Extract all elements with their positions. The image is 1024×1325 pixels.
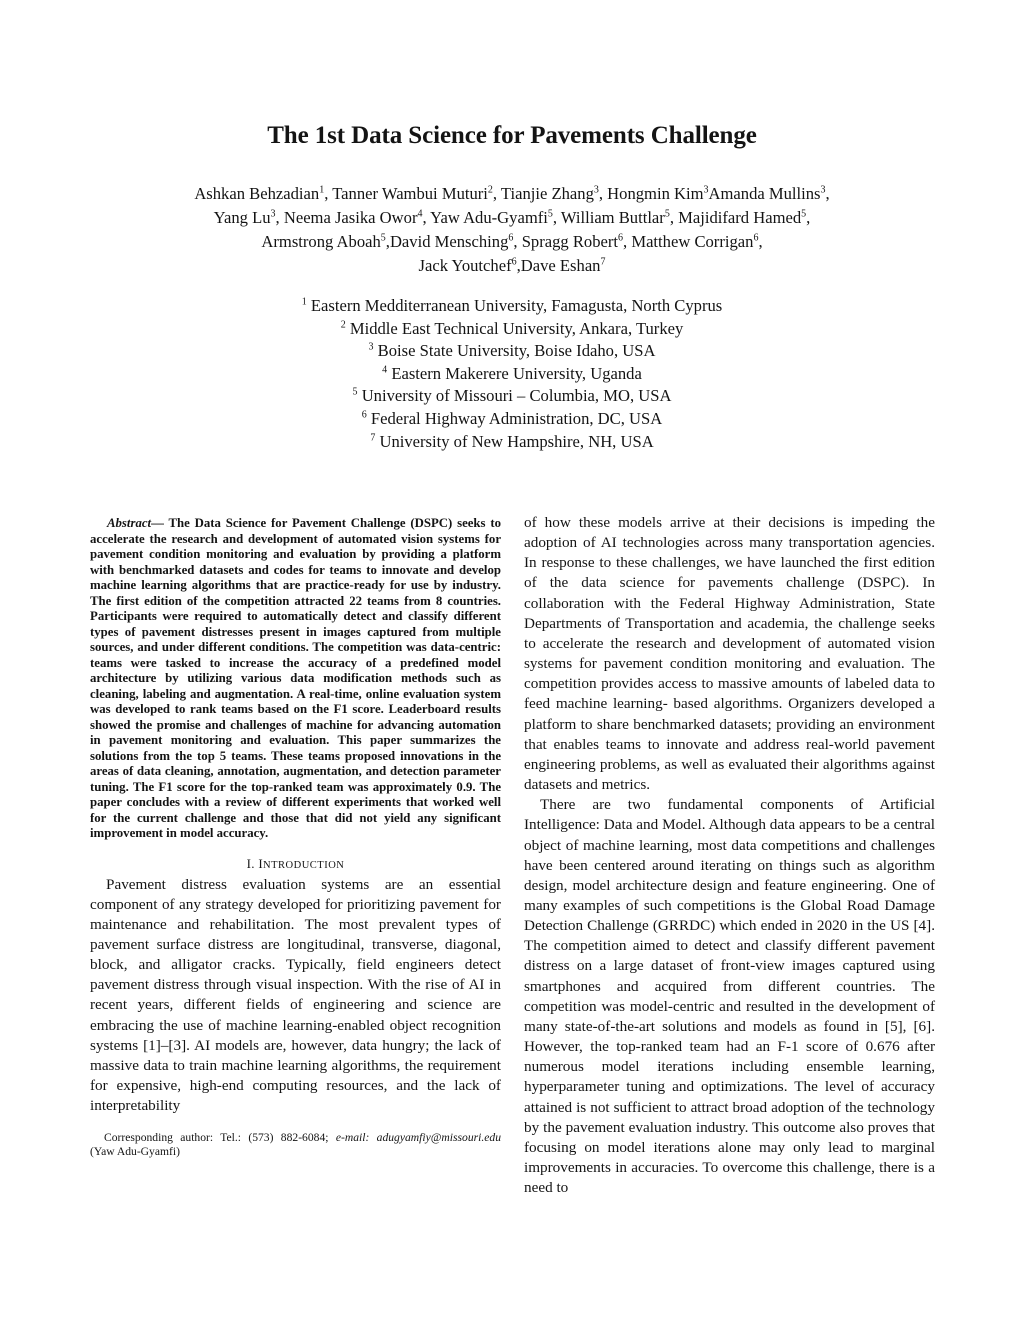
footnote-prefix: Corresponding author: Tel.: (573) 882-6084;: [104, 1131, 336, 1145]
author-name: Yang Lu: [213, 208, 271, 227]
affiliation-line: [100, 408, 924, 431]
affiliation-number: 3: [368, 341, 374, 353]
author-line: [100, 230, 924, 254]
section-numeral: I.: [246, 855, 255, 871]
author-name: Neema Jasika Owor: [283, 208, 418, 227]
author-affiliation-marker: 4: [417, 208, 423, 220]
author-affiliation-marker: 7: [600, 256, 606, 268]
section-rest: NTRODUCTION: [263, 859, 345, 871]
affiliation-number: 2: [340, 319, 346, 331]
author-name: Matthew Corrigan: [631, 232, 754, 251]
author-name: David Mensching: [389, 232, 509, 251]
author-name: Yaw Adu-Gyamfi: [430, 208, 548, 227]
author-affiliation-marker: 3: [270, 208, 276, 220]
author-affiliation-marker: 6: [618, 232, 624, 244]
author-separator: ,: [598, 184, 608, 203]
abstract: [90, 516, 501, 842]
section-cap: I: [258, 855, 264, 871]
right-paragraph-1: of how these models arrive at their decisions is impeding the adoption of AI technologies across many transportation agencies. In response to these challenges, we have launched the first edition of the data science for pavements challenge (DSPC). In collaboration with the Federal Highway Administration, State Departments of Transportation and academia, the challenge seeks to accelerate the research and development of automated vision systems for pavement condition monitoring and evaluation. The competition provides access to massive amounts of labeled data to feed machine learning- based algorithms. Organizers developed a platform to share benchmarked datasets; providing an environment that enables teams to innovate and address real-world pavement engineering problems, as well as evaluated their algorithms against datasets and metrics.: [524, 514, 935, 794]
footnote-email[interactable]: e-mail: adugyamfiy@missouri.edu: [335, 1131, 501, 1145]
corresponding-author-footnote: [90, 1131, 501, 1159]
author-separator: ,: [492, 184, 501, 203]
affiliation-text: Boise State University, Boise Idaho, USA: [373, 341, 656, 361]
author-name: Hongmin Kim: [607, 184, 704, 203]
author-affiliation-marker: 3: [820, 184, 826, 196]
left-column: [90, 516, 501, 1171]
author-affiliation-marker: 3: [593, 184, 599, 196]
author-affiliation-marker: 6: [511, 256, 517, 268]
author-separator: ,: [275, 208, 284, 227]
affiliation-line: [100, 318, 924, 341]
author-affiliation-marker: 6: [508, 232, 514, 244]
affiliation-line: [100, 431, 924, 454]
affiliation-text: University of New Hampshire, NH, USA: [375, 431, 654, 451]
author-name: Amanda Mullins: [708, 184, 821, 203]
author-name: Dave Eshan: [520, 256, 601, 275]
author-affiliation-marker: 5: [380, 232, 386, 244]
author-separator: ,: [669, 208, 679, 227]
author-affiliation-marker: 5: [664, 208, 670, 220]
author-name: William Buttlar: [560, 208, 665, 227]
affiliation-line: [100, 363, 924, 386]
affiliation-text: University of Missouri – Columbia, MO, USA: [357, 386, 672, 406]
abstract-dash: —: [151, 516, 164, 530]
author-affiliation-marker: 3: [703, 184, 709, 196]
affiliation-line: [100, 385, 924, 408]
right-paragraph-2: There are two fundamental components of Artificial Intelligence: Data and Model. Although data appears to be a central object of machine learning, most data competitions and challenges have been centered around iterating on things such as algorithm design, model architecture design and feature engineering. One of many examples of such competitions is the Global Road Damage Detection Challenge (GRRDC) which ended in 2020 in the US [4]. The competition aimed to detect and classify different pavement distress on a large dataset of front-view images captured using smartphones and acquired from different countries. The competition was model-centric and resulted in the development of many state-of-the-art solutions and models as found in [5], [6]. However, the top-ranked team had an F-1 score of 0.676 after numerous model iterations including ensemble learning, hyperparameter tuning and optimizations. The level of accuracy attained is not sufficient to attract broad adoption of the technology by the pavement evaluation industry. This outcome also proves that focusing on model iterations alone may only lead to marginal improvements in accuracies. To overcome this challenge, there is a need to: [524, 796, 935, 1197]
affiliation-text: Middle East Technical University, Ankara, Turkey: [345, 318, 684, 338]
affiliation-line: [100, 295, 924, 318]
right-column: [524, 513, 935, 1198]
section-heading-introduction: [90, 856, 501, 872]
affiliation-text: Eastern Makerere University, Uganda: [387, 363, 642, 383]
author-separator: ,: [758, 232, 763, 251]
footnote-suffix: (Yaw Adu-Gyamfi): [90, 1145, 180, 1159]
affiliation-number: 4: [382, 364, 388, 376]
paper-title: The 1st Data Science for Pavements Challenge: [267, 122, 757, 149]
author-name: Ashkan Behzadian: [194, 184, 320, 203]
intro-paragraph: Pavement distress evaluation systems are an essential component of any strategy developed for prioritizing pavement for maintenance and rehabilitation. The most prevalent types of pavement surface distress are longitudinal, transverse, diagonal, block, and alligator cracks. Typically, field engineers detect pavement distress through visual inspection. With the rise of AI in recent years, different fields of engineering and science are embracing the use of machine learning-enabled object recognition systems [1]–[3]. AI models are, however, data hungry; the lack of massive data to train machine learning algorithms, the requirement for expensive, high-end computing resources, and the lack of interpretability: [90, 875, 501, 1115]
author-separator: ,: [385, 232, 390, 251]
affiliation-line: [100, 340, 924, 363]
author-separator: ,: [422, 208, 431, 227]
author-separator: ,: [552, 208, 561, 227]
author-separator: ,: [623, 232, 632, 251]
author-line: [100, 182, 924, 206]
author-name: Armstrong Aboah: [261, 232, 381, 251]
author-affiliation-marker: 2: [487, 184, 493, 196]
author-affiliation-marker: 6: [753, 232, 759, 244]
affiliation-number: 1: [301, 296, 307, 308]
affiliation-number: 6: [361, 409, 367, 421]
author-separator: ,: [324, 184, 333, 203]
author-name: Jack Youtchef: [418, 256, 512, 275]
abstract-label: Abstract: [107, 516, 152, 530]
author-list: [100, 182, 924, 278]
author-separator: ,: [825, 184, 830, 203]
author-affiliation-marker: 5: [547, 208, 553, 220]
affiliation-text: Federal Highway Administration, DC, USA: [366, 408, 663, 428]
author-affiliation-marker: 5: [801, 208, 807, 220]
author-line: [100, 206, 924, 230]
author-name: Majidifard Hamed: [678, 208, 802, 227]
author-name: Tianjie Zhang: [500, 184, 594, 203]
author-separator: ,: [516, 256, 521, 275]
abstract-text: The Data Science for Pavement Challenge (DSPC) seeks to accelerate the research and development of automated vision systems for pavement condition monitoring and evaluation by providing a platform with benchmarked datasets and codes for teams to innovate and develop machine learning algorithms that are practice-ready for use by industry. The first edition of the competition attracted 22 teams from 8 countries. Participants were required to automatically detect and classify different types of pavement distresses present in images captured from multiple sources, and under different conditions. The competition was data-centric: teams were tasked to increase the accuracy of a predefined model architecture by utilizing various data modification methods such as cleaning, labeling and augmentation. A real-time, online evaluation system was developed to rank teams based on the F1 score. Leaderboard results showed the promise and challenges of machine for advancing automation in pavement monitoring and evaluation. This paper summarizes the solutions from the top 5 teams. These teams proposed innovations in the areas of data cleaning, annotation, augmentation, and detection parameter tuning. The F1 score for the top-ranked team was approximately 0.9. The paper concludes with a review of different experiments that worked well for the current challenge and those that did not yield any significant improvement in model accuracy.: [90, 516, 501, 840]
author-separator: ,: [513, 232, 522, 251]
affiliation-number: 7: [370, 432, 376, 444]
author-name: Tanner Wambui Muturi: [332, 184, 488, 203]
author-separator: ,: [806, 208, 811, 227]
affiliation-number: 5: [352, 386, 358, 398]
author-affiliation-marker: 1: [319, 184, 325, 196]
author-name: Spragg Robert: [521, 232, 619, 251]
affiliation-list: [100, 295, 924, 453]
affiliation-text: Eastern Medditerranean University, Famagusta, North Cyprus: [306, 296, 723, 315]
author-line: [100, 254, 924, 278]
